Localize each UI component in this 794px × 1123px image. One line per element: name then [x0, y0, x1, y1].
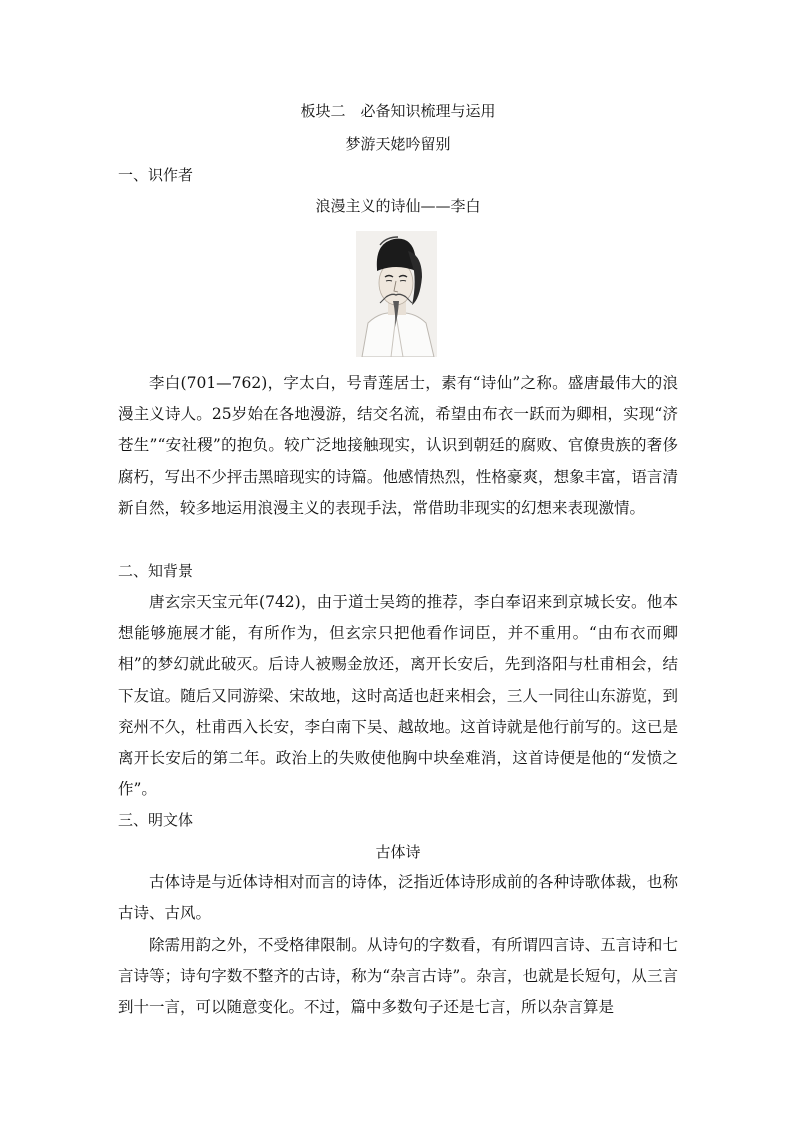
section-heading-background: 二、知背景: [118, 562, 194, 580]
author-paragraph: 李白(701—762)，字太白，号青莲居士，素有“诗仙”之称。盛唐最伟大的浪漫主义诗人。25岁始在各地漫游，结交名流，希望由布衣一跃而为卿相，实现“济苍生”“安社稷”的抱负。较广泛地接触现实，认识到朝廷的腐败、官僚贵族的奢侈腐朽，写出不少抨击黑暗现实的诗篇。他感情热烈，性格豪爽，想象丰富，语言清新自然，较多地运用浪漫主义的表现手法，常借助非现实的幻想来表现激情。: [118, 374, 678, 517]
genre-paragraph-1: 古体诗是与近体诗相对而言的诗体，泛指近体诗形成前的各种诗歌体裁，也称古诗、古风。: [118, 873, 678, 923]
genre-paragraph-2: 除需用韵之外，不受格律限制。从诗句的字数看，有所谓四言诗、五言诗和七言诗等；诗句字数不整齐的古诗，称为“杂言古诗”。杂言，也就是长短句，从三言到十一言，可以随意变化。不过，篇中多数句子还是七言，所以杂言算是: [118, 936, 678, 1017]
section-heading-genre: 三、明文体: [118, 811, 194, 829]
poem-title: 梦游天姥吟留别: [345, 135, 451, 153]
block-title: 板块二 必备知识梳理与运用: [300, 102, 496, 120]
background-paragraph: 唐玄宗天宝元年(742)，由于道士吴筠的推荐，李白奉诏来到京城长安。他本想能够施展才能，有所作为，但玄宗只把他看作词臣，并不重用。“由布衣而卿相”的梦幻就此破灭。后诗人被赐金放还，离开长安后，先到洛阳与杜甫相会，结下友谊。随后又同游梁、宋故地，这时高适也赶来相会，三人一同往山东游览，到兖州不久，杜甫西入长安，李白南下吴、越故地。这首诗就是他行前写的。这已是离开长安后的第二年。政治上的失败使他胸中块垒难消，这首诗便是他的“发愤之作”。: [118, 593, 678, 799]
author-subtitle: 浪漫主义的诗仙——李白: [315, 197, 481, 215]
genre-subtitle: 古体诗: [375, 843, 421, 861]
section-heading-author: 一、识作者: [118, 166, 194, 184]
li-bai-portrait-icon: [356, 231, 437, 357]
